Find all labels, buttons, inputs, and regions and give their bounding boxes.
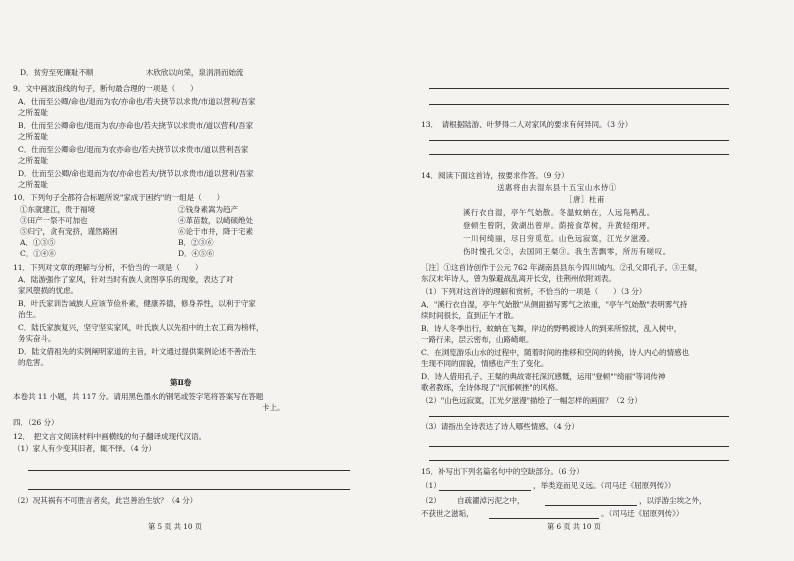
q11-option-a-cont: 家风堕损的忧虑。 xyxy=(18,286,78,295)
q9-stem: 9．文中画波浪线的句子，断句最合理的一项是（ ） xyxy=(13,84,198,93)
q14-option-a-cont: 续时间很长，直到正午才散。 xyxy=(421,311,519,320)
q9-option-d: D．仕而至公卿/命也退而为农/亦命也若夫/挠节以求贵市/道以营利/吾家 xyxy=(18,169,254,178)
page-footer: 第 5 页 共 10 页 xyxy=(148,522,202,531)
q11-option-b: B．叶氏家训告诫族人应该节俭朴素，健康养德，修身养性，以利于守家 xyxy=(18,299,256,308)
q14-option-c-cont: 生现不同的面貌，情感也产生了变化。 xyxy=(421,359,549,368)
q9-option-a-cont: 之所羞耻 xyxy=(18,108,48,117)
answer-line xyxy=(429,446,729,447)
answer-line xyxy=(429,416,729,417)
poem-note-cont: 东汉末年诗人，曾为躲避战乱离开长安，往荆州依附刘表。 xyxy=(421,274,616,283)
section-2-note: 本卷共 11 小题，共 117 分。请用黑色墨水的钢笔或签字笔将答案写在答题 xyxy=(13,392,264,401)
q14-option-d: D．诗人借用孔子、王粲的典故寄托深沉感慨，运用"登顿""绮丽"等词传神 xyxy=(421,372,666,381)
q14-option-b-cont: 一路行来，层云密布，山路崎岖。 xyxy=(421,335,534,344)
q10-item-3: ③田产一祭不可加也 xyxy=(20,216,88,225)
q11-option-a: A．陆游强作了家风，针对当时有族人贪图享乐的现象，表达了对 xyxy=(18,275,234,284)
part-four-heading: 四．（26 分） xyxy=(13,418,59,427)
q15-stem: 15．补写出下列名篇名句中的空缺部分。（6 分） xyxy=(421,467,584,476)
poem-line-4: 伤时愧孔父②，去国同王粲③。我生苦飘零，所历有嗟叹。 xyxy=(463,247,671,256)
q14-stem: 14．阅读下面这首诗，按要求作答。（9 分） xyxy=(421,171,569,180)
poem-line-2: 登顿生曾阴，敛湖出曾岸。荫接食草树，升黄轻细坪。 xyxy=(463,221,655,230)
q10-item-5: ⑤归宁，贪有宠挤，谨然路困 xyxy=(20,227,118,236)
fill-blank xyxy=(545,505,637,506)
q10-option-c: C．①④⑥ xyxy=(20,249,56,258)
page-footer: 第 6 页 共 10 页 xyxy=(547,522,601,531)
q11-option-b-cont: 治生。 xyxy=(18,310,41,319)
q15-1-text: ，举类迩而见义远。（司马迁《屈原列传》） xyxy=(533,481,676,490)
q10-option-b: B．②③⑥ xyxy=(178,238,214,247)
q9-option-a: A．仕而至公卿/命也/退而为农/亦命也/若夫挠节以求贵/市道以营利/吾家 xyxy=(18,97,256,106)
q11-option-d: D．陆文借祖先的实例阐明家道的主旨，叶文通过提供案例论述不善治生 xyxy=(18,347,257,356)
q9-option-c-cont: 之所羞耻 xyxy=(18,156,48,165)
poem-note: ［注］①这首诗创作于公元 762 年湖南县县东今四川城内。②孔父即孔子。③王粲， xyxy=(421,263,703,272)
answer-line xyxy=(429,460,729,461)
fill-blank xyxy=(439,490,531,491)
q14-option-d-cont: 歌者教练，全诗体现了"沉郁顿挫"的风格。 xyxy=(421,383,563,392)
q9-option-d-cont: 之所羞耻 xyxy=(18,180,48,189)
q14-1: （1）下列对这首诗的理解和赏析，不恰当的一项是（ ）（3 分） xyxy=(421,287,647,296)
q10-stem: 10．下列句子全都符合标题所说"家成于困约"的一组是（ ） xyxy=(13,193,225,202)
answer-line xyxy=(429,154,729,155)
page-6 xyxy=(397,0,794,561)
q9-option-b: B．仕而至公卿命也/退而为农/亦命也/若夫挠节以求贵市/道以营利/吾家 xyxy=(18,121,254,130)
q10-item-2: ②钱身素嵩为趋产 xyxy=(178,205,238,214)
q10-option-d: D．④⑤⑥ xyxy=(178,249,214,258)
q15-2-text-d: 。（司马迁《屈原列传》） xyxy=(601,509,684,518)
q8-option-d: D．贫穷至死廉耻不顺 木欣欣以向荣，泉涓涓而始流 xyxy=(20,68,244,77)
q14-option-c: C．在浏览游乐山水的过程中，随着时间的推移和空间的转换，诗人内心的情感也 xyxy=(421,348,689,357)
q14-3: （3）请指出全诗表达了诗人哪些情感。（4 分） xyxy=(421,422,579,431)
q13: 13． 请根据陆游、叶梦得二人对家风的要求有何异同。（3 分） xyxy=(421,120,633,129)
q12-2: （2）况其祸有不可胜言者矣，此岂善治生欤？（4 分） xyxy=(13,496,198,505)
q15-2-text-c: 不获世之滋垢， xyxy=(421,509,474,518)
q11-option-c: C．陆氏家族复兴，坚守坚实家风，叶氏族人以先祖中的土农工商为榜样， xyxy=(18,323,264,332)
section-2-title: 第Ⅱ卷 xyxy=(170,378,192,387)
q14-2: （2）"山色远寂寞，江光夕滋漫"描绘了一幅怎样的画面？（2 分） xyxy=(421,396,642,405)
poem-line-3: 一川何绮丽，尽日穷觅览。山色远寂寞，江光夕滋漫。 xyxy=(463,234,655,243)
q10-option-a: A．①③⑤ xyxy=(20,238,56,247)
q10-item-4: ④革苗数，以崎硕绝处 xyxy=(178,216,253,225)
answer-line xyxy=(429,140,729,141)
q15-2-text-b: ，以浮游尘埃之外， xyxy=(639,496,707,505)
q14-option-b: B．诗人冬季出行，蚊蚋在飞舞，岸边的野鸭被诗人的到来所惊扰，乱入树中， xyxy=(421,324,682,333)
poem-line-1: 溪行衣自湿，亭午气始散。冬温蚊蚋在，人远凫鸭乱。 xyxy=(463,208,655,217)
poem-author: ［唐］杜甫 xyxy=(565,195,605,204)
q10-item-6: ⑥论于市井，降于宅素 xyxy=(178,227,253,236)
answer-line xyxy=(429,104,729,105)
q15-2-text-a: 自疏濯淖污泥之中， xyxy=(457,496,525,505)
q15-1-label: （1） xyxy=(421,481,441,490)
section-2-note-cont: 卡上。 xyxy=(262,403,285,412)
q15-2-label: （2） xyxy=(421,496,441,505)
answer-line xyxy=(28,470,350,471)
q9-option-b-cont: 之所羞耻 xyxy=(18,132,48,141)
q12-1: （1）家人有少变其旧者，辄不怿。（4 分） xyxy=(13,444,156,453)
q14-option-a: A．"溪行衣自湿，亭午气始散"从侧面描写雾气之浓重，"亭午气始散"表明雾气持 xyxy=(421,300,688,309)
fill-blank xyxy=(489,518,599,519)
q9-option-c: C．仕而至公卿命也/退而为农亦命也/若夫挠节以求贵市/道以营利吾家 xyxy=(18,145,249,154)
q12-stem: 12． 把文言文阅读材料中画横线的句子翻译成现代汉语。 xyxy=(13,432,207,441)
q11-option-d-cont: 的危害。 xyxy=(18,358,48,367)
answer-line xyxy=(28,489,350,490)
q11-stem: 11．下列对文章的理解与分析，不恰当的一项是（ ） xyxy=(13,263,203,272)
q10-item-1: ①东就建江，贵于福境 xyxy=(20,205,95,214)
answer-line xyxy=(429,88,729,89)
poem-title: 送惠将由去湿东县十五宝山水侍① xyxy=(497,183,617,192)
q11-option-c-cont: 务实奋斗。 xyxy=(18,334,56,343)
